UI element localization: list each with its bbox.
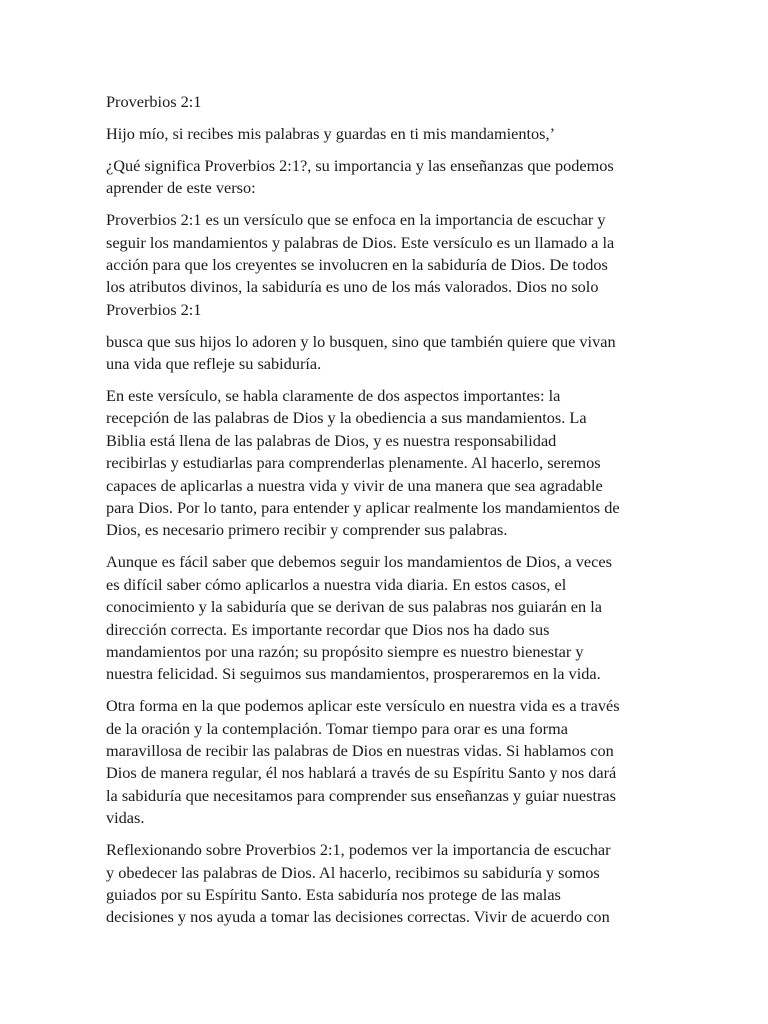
verse-quote: Hijo mío, si recibes mis palabras y guardas en ti mis mandamientos,’ (106, 123, 555, 143)
body-paragraph: Proverbios 2:1 es un versículo que se enfoca en la importancia de escuchar y seguir los mandamientos y palabras de Dios. Este versículo es un llamado a la acción para que los creyentes se involucren en la sabiduría de Dios. De todos los atributos divinos, la sabiduría es uno de los más valorados. Dios no solo Proverbios 2:1 (106, 210, 615, 319)
body-paragraph: Otra forma en la que podemos aplicar este versículo en nuestra vida es a través de la oración y la contemplación. Tomar tiempo para orar es una forma maravillosa de recibir las palabras de Dios en nuestras vidas. Si hablamos con Dios de manera regular, él nos hablará a través de su Espíritu Santo y nos dará la sabiduría que necesitamos para comprender sus enseñanzas y guiar nuestras vidas. (106, 696, 620, 828)
body-paragraph: En este versículo, se habla claramente de dos aspectos importantes: la recepción de las palabras de Dios y la obediencia a sus mandamientos. La Biblia está llena de las palabras de Dios, y es nuestra responsabilidad recibirlas y estudiarlas para comprenderlas plenamente. Al hacerlo, seremos capaces de aplicarlas a nuestra vida y vivir de una manera que sea agradable para Dios. Por lo tanto, para entender y aplicar realmente los mandamientos de Dios, es necesario primero recibir y comprender sus palabras. (106, 385, 620, 540)
heading-verse-reference: Proverbios 2:1 (106, 92, 202, 111)
body-paragraph: Reflexionando sobre Proverbios 2:1, podemos ver la importancia de escuchar y obedecer las palabras de Dios. Al hacerlo, recibimos su sabiduría y somos guiados por su Espíritu Santo. Esta sabiduría nos protege de las malas decisiones y nos ayuda a tomar las decisiones correctas. Vivir de acuerdo con (106, 840, 611, 927)
question-paragraph: ¿Qué significa Proverbios 2:1?, su importancia y las enseñanzas que podemos aprender de este verso: (106, 155, 614, 198)
body-paragraph: Aunque es fácil saber que debemos seguir los mandamientos de Dios, a veces es difícil saber cómo aplicarlos a nuestra vida diaria. En estos casos, el conocimiento y la sabiduría que se derivan de sus palabras nos guiarán en la dirección correcta. Es importante recordar que Dios nos ha dado sus mandamientos por una razón; su propósito siempre es nuestro bienestar y nuestra felicidad. Si seguimos sus mandamientos, prosperaremos en la vida. (106, 552, 612, 684)
body-paragraph: busca que sus hijos lo adoren y lo busquen, sino que también quiere que vivan una vida que refleje su sabiduría. (106, 331, 616, 374)
document-page (106, 91, 666, 938)
